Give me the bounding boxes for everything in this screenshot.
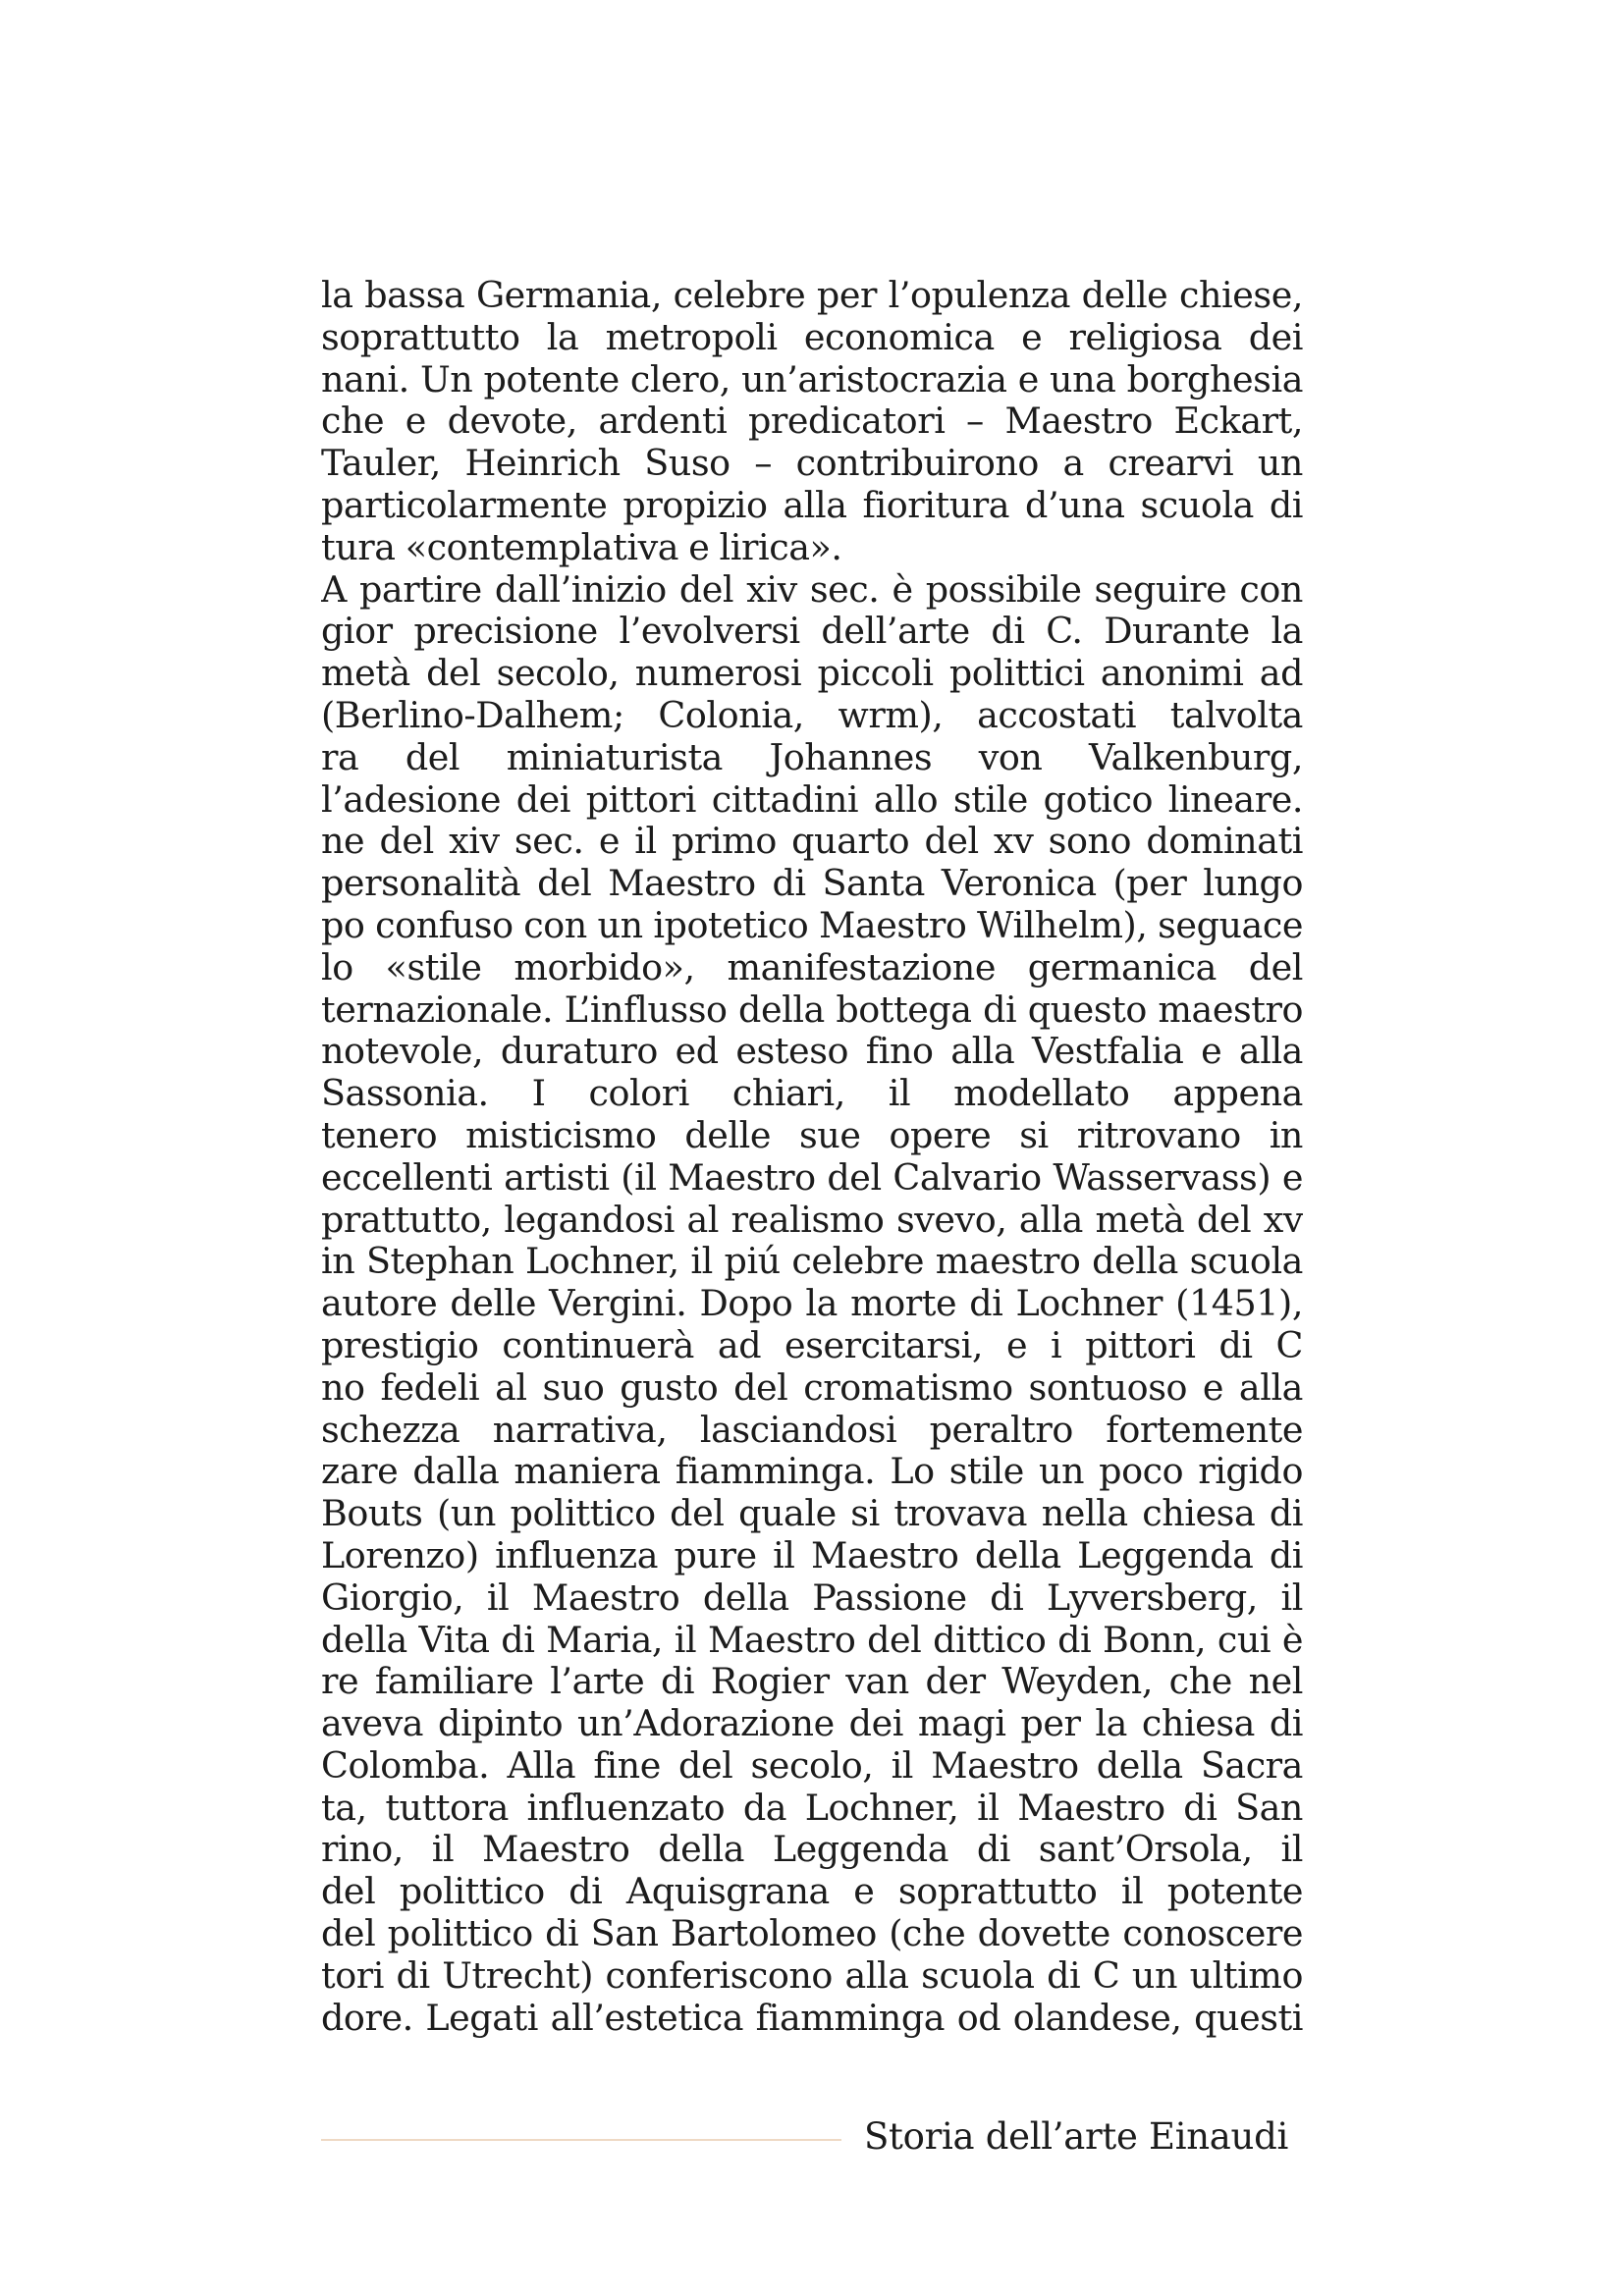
text-line: Giorgio, il Maestro della Passione di Lyversberg, il bbox=[321, 1576, 1303, 1619]
text-line: re familiare l’arte di Rogier van der Weyden, che nel bbox=[321, 1661, 1303, 1703]
text-line: del polittico di San Bartolomeo (che dovette conoscere bbox=[321, 1913, 1303, 1955]
text-line: del polittico di Aquisgrana e soprattutto il potente bbox=[321, 1871, 1303, 1913]
text-line: tenero misticismo delle sue opere si ritrovano in bbox=[321, 1114, 1303, 1156]
text-line: eccellenti artisti (il Maestro del Calvario Wasservass) e bbox=[321, 1156, 1303, 1199]
text-line: (Berlino-Dalhem; Colonia, wrm), accostati talvolta bbox=[321, 694, 1303, 736]
text-line: ternazionale. L’influsso della bottega di questo maestro bbox=[321, 988, 1303, 1031]
text-line: aveva dipinto un’Adorazione dei magi per la chiesa di bbox=[321, 1703, 1303, 1745]
text-line: in Stephan Lochner, il piú celebre maestro della scuola bbox=[321, 1241, 1303, 1283]
text-line: Bouts (un polittico del quale si trovava nella chiesa di bbox=[321, 1493, 1303, 1535]
body-text bbox=[321, 275, 1303, 2039]
text-line: la bassa Germania, celebre per l’opulenza delle chiese, bbox=[321, 275, 1303, 316]
text-line: A partire dall’inizio del xiv sec. è possibile seguire con bbox=[321, 568, 1303, 611]
text-line: schezza narrativa, lasciandosi peraltro fortemente bbox=[321, 1409, 1303, 1451]
text-line: gior precisione l’evolversi dell’arte di C. Durante la bbox=[321, 611, 1303, 653]
footer-title: Storia dell’arte Einaudi bbox=[864, 2115, 1288, 2158]
text-line: ta, tuttora influenzato da Lochner, il Maestro di San bbox=[321, 1787, 1303, 1829]
text-line: ne del xiv sec. e il primo quarto del xv sono dominati bbox=[321, 821, 1303, 863]
text-line: Tauler, Heinrich Suso – contribuirono a crearvi un bbox=[321, 443, 1303, 485]
text-line: che e devote, ardenti predicatori – Maestro Eckart, bbox=[321, 400, 1303, 443]
text-line: della Vita di Maria, il Maestro del dittico di Bonn, cui è bbox=[321, 1619, 1303, 1661]
text-line: lo «stile morbido», manifestazione germanica del bbox=[321, 946, 1303, 988]
footer-rule bbox=[321, 2139, 841, 2141]
text-line: metà del secolo, numerosi piccoli polittici anonimi ad bbox=[321, 653, 1303, 695]
text-line: prestigio continuerà ad esercitarsi, e i pittori di C bbox=[321, 1324, 1303, 1366]
text-line: l’adesione dei pittori cittadini allo stile gotico lineare. bbox=[321, 778, 1303, 821]
text-line: prattutto, legandosi al realismo svevo, alla metà del xv bbox=[321, 1199, 1303, 1241]
text-line: autore delle Vergini. Dopo la morte di Lochner (1451), bbox=[321, 1283, 1303, 1325]
text-line: tori di Utrecht) conferiscono alla scuola di C un ultimo bbox=[321, 1954, 1303, 1997]
text-line: ra del miniaturista Johannes von Valkenburg, bbox=[321, 736, 1303, 778]
text-line: Sassonia. I colori chiari, il modellato appena bbox=[321, 1073, 1303, 1115]
text-line: tura «contemplativa e lirica». bbox=[321, 525, 842, 568]
text-line: personalità del Maestro di Santa Veronica (per lungo bbox=[321, 863, 1303, 905]
text-line: rino, il Maestro della Leggenda di sant’Orsola, il bbox=[321, 1829, 1303, 1871]
text-line: dore. Legati all’estetica fiamminga od olandese, questi bbox=[321, 1997, 1303, 2039]
text-line: soprattutto la metropoli economica e religiosa dei bbox=[321, 316, 1303, 358]
text-line: Colomba. Alla fine del secolo, il Maestro della Sacra bbox=[321, 1744, 1303, 1787]
text-line: nani. Un potente clero, un’aristocrazia e una borghesia bbox=[321, 358, 1303, 400]
text-line: notevole, duraturo ed esteso fino alla Vestfalia e alla bbox=[321, 1031, 1303, 1073]
text-line: po confuso con un ipotetico Maestro Wilhelm), seguace bbox=[321, 904, 1303, 946]
text-line: zare dalla maniera fiamminga. Lo stile un poco rigido bbox=[321, 1451, 1303, 1493]
text-line: Lorenzo) influenza pure il Maestro della Leggenda di bbox=[321, 1534, 1303, 1576]
text-line: particolarmente propizio alla fioritura d’una scuola di bbox=[321, 484, 1303, 526]
text-line: no fedeli al suo gusto del cromatismo sontuoso e alla bbox=[321, 1366, 1303, 1409]
